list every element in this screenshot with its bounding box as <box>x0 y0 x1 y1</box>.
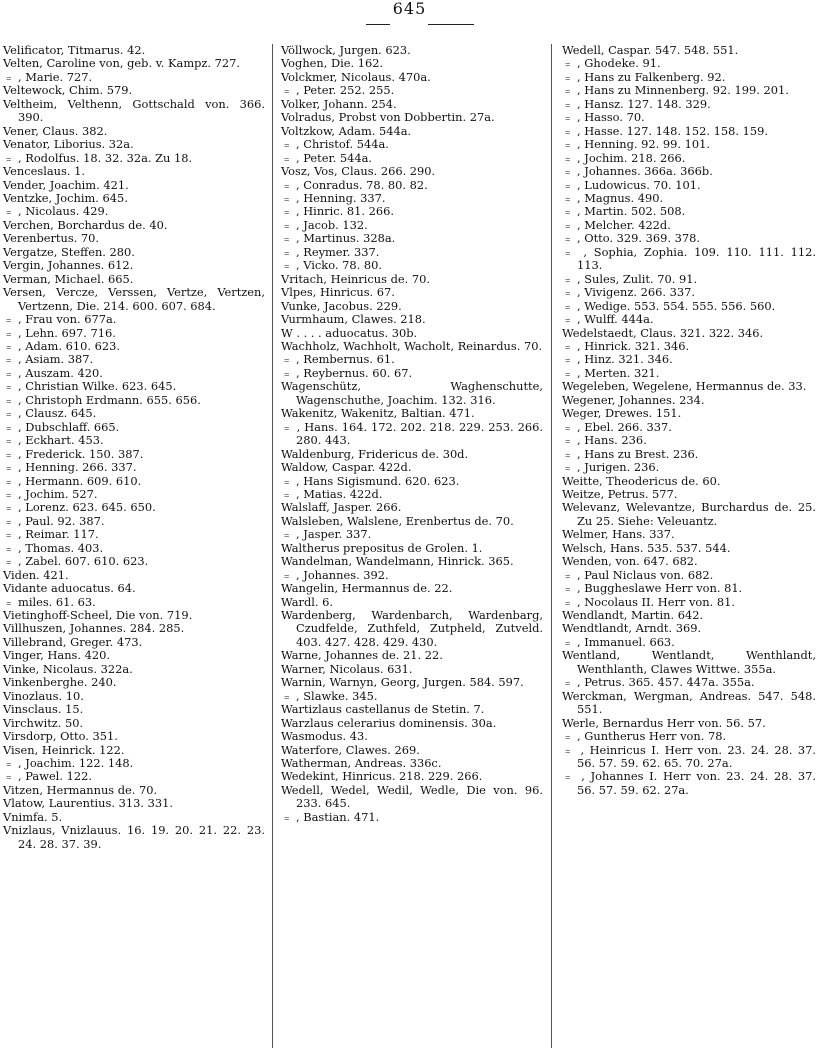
index-entry: Vener, Claus. 382. <box>3 123 108 138</box>
index-entry: ﹦ , Nocolaus II. Herr von. 81. <box>562 594 735 609</box>
index-entry: ﹦ , Johannes I. Herr von. 23. 24. 28. 37. 56. 57. 59. 62. 27a. <box>562 769 816 797</box>
index-entry: Vergatze, Steffen. 280. <box>3 244 135 259</box>
index-entry: Vnizlaus, Vnizlauus. 16. 19. 20. 21. 22. 23. 24. 28. 37. 39. <box>3 823 265 851</box>
index-entry: Vidante aduocatus. 64. <box>3 581 136 596</box>
index-entry: Wagenschütz, Waghenschutte, Wagenschuthe, Joachim. 132. 316. <box>281 379 543 407</box>
index-entry: ﹦ , Peter. 252. 255. <box>281 83 395 98</box>
index-entry: ﹦ , Frau von. 677a. <box>3 312 117 327</box>
index-entry: ﹦ , Ghodeke. 91. <box>562 56 661 71</box>
index-entry: Velten, Caroline von, geb. v. Kampz. 727. <box>3 56 241 71</box>
index-entry: ﹦ , Jasper. 337. <box>281 527 372 542</box>
index-entry: ﹦ , Wedige. 553. 554. 555. 556. 560. <box>562 298 776 313</box>
index-column-1 <box>3 44 265 851</box>
index-entry: ﹦ , Pawel. 122. <box>3 769 92 784</box>
index-entry: Vergin, Johannes. 612. <box>3 258 134 273</box>
index-entry: ﹦ , Hans Sigismund. 620. 623. <box>281 473 460 488</box>
index-entry: Weitte, Theodericus de. 60. <box>562 473 721 488</box>
index-entry: ﹦ , Dubschlaff. 665. <box>3 419 120 434</box>
index-entry: Vinger, Hans. 420. <box>3 648 110 663</box>
index-entry: Verman, Michael. 665. <box>3 271 134 286</box>
index-entry: ﹦ , Otto. 329. 369. 378. <box>562 231 700 246</box>
index-entry: ﹦ , Reymer. 337. <box>281 244 380 259</box>
index-entry: Wardenberg, Wardenbarch, Wardenbarg, Czudfelde, Zuthfeld, Zutpheld, Zutveld. 403. 427. 428. 429. 430. <box>281 608 543 649</box>
index-entry: Voghen, Die. 162. <box>281 56 384 71</box>
index-entry: Vitzen, Hermannus de. 70. <box>3 782 158 797</box>
index-column-2 <box>281 44 543 824</box>
index-entry: ﹦ , Hansz. 127. 148. 329. <box>562 96 711 111</box>
index-entry: Vunke, Jacobus. 229. <box>281 298 402 313</box>
index-entry: Wachholz, Wachholt, Wacholt, Reinardus. 70. <box>281 338 543 353</box>
index-entry: Waldow, Caspar. 422d. <box>281 460 412 475</box>
index-entry: Volckmer, Nicolaus. 470a. <box>281 69 431 84</box>
index-entry: ﹦ , Heinricus I. Herr von. 23. 24. 28. 37. 56. 57. 59. 62. 65. 70. 27a. <box>562 742 816 771</box>
index-entry: Völlwock, Jurgen. 623. <box>281 43 411 57</box>
index-entry: ﹦ , Auszam. 420. <box>3 365 103 380</box>
index-entry: ﹦ , Martinus. 328a. <box>281 231 396 246</box>
index-entry: ﹦ , Henning. 92. 99. 101. <box>562 137 710 152</box>
index-entry: W . . . . aduocatus. 30b. <box>281 325 418 340</box>
index-entry: Wartizlaus castellanus de Stetin. 7. <box>281 702 485 717</box>
index-entry: Wangelin, Hermannus de. 22. <box>281 581 453 596</box>
index-entry: ﹦ , Hans. 236. <box>562 433 647 448</box>
index-entry: Veltewock, Chim. 579. <box>3 83 133 98</box>
index-entry: ﹦ , Johannes. 392. <box>281 567 389 582</box>
index-entry: ﹦ , Petrus. 365. 457. 447a. 355a. <box>562 675 755 690</box>
index-entry: Vurmhaum, Clawes. 218. <box>281 312 426 327</box>
page-number: 645 <box>392 0 427 18</box>
index-entry: ﹦ , Asiam. 387. <box>3 352 94 367</box>
index-entry: ﹦ , Paul. 92. 387. <box>3 513 105 528</box>
index-entry: ﹦ , Adam. 610. 623. <box>3 338 120 353</box>
index-entry: ﹦ , Slawke. 345. <box>281 688 378 703</box>
index-entry: ﹦ , Peter. 544a. <box>281 150 373 165</box>
index-entry: Wendtlandt, Arndt. 369. <box>562 621 702 636</box>
index-entry: Virsdorp, Otto. 351. <box>3 729 118 744</box>
index-entry: Viden. 421. <box>3 567 69 582</box>
index-entry: Vender, Joachim. 421. <box>3 177 129 192</box>
index-entry: Wegeleben, Wegelene, Hermannus de. 33. <box>562 379 807 394</box>
index-column-3 <box>562 44 816 797</box>
index-entry: Villebrand, Greger. 473. <box>3 634 143 649</box>
index-entry: Wedell, Caspar. 547. 548. 551. <box>562 43 739 57</box>
index-entry: Verchen, Borchardus de. 40. <box>3 217 168 232</box>
index-entry: ﹦ , Zabel. 607. 610. 623. <box>3 554 149 569</box>
index-entry: ﹦ , Christof. 544a. <box>281 137 389 152</box>
index-entry: Werle, Bernardus Herr von. 56. 57. <box>562 715 766 730</box>
index-entry: ﹦ , Hinrick. 321. 346. <box>562 338 690 353</box>
index-entry: Wakenitz, Wakenitz, Baltian. 471. <box>281 406 475 421</box>
index-entry: Versen, Vercze, Verssen, Vertze, Vertzen, Vertzenn, Die. 214. 600. 607. 684. <box>3 285 265 313</box>
index-entry: ﹦ , Matias. 422d. <box>281 486 383 501</box>
index-entry: Welmer, Hans. 337. <box>562 527 675 542</box>
index-entry: ﹦ , Henning. 266. 337. <box>3 460 137 475</box>
index-entry: Vlatow, Laurentius. 313. 331. <box>3 796 173 811</box>
index-entry: Weitze, Petrus. 577. <box>562 486 678 501</box>
header-rule-left <box>366 24 390 25</box>
index-entry: Waltherus prepositus de Grolen. 1. <box>281 540 483 555</box>
index-entry: ﹦ , Conradus. 78. 80. 82. <box>281 177 428 192</box>
index-entry: Wentland, Wentlandt, Wenthlandt, Wenthlanth, Clawes Wittwe. 355a. <box>562 648 816 676</box>
index-entry: Verenbertus. 70. <box>3 231 100 246</box>
index-entry: ﹦ , Ludowicus. 70. 101. <box>562 177 701 192</box>
index-entry: Voltzkow, Adam. 544a. <box>281 123 412 138</box>
index-entry: Vnimfa. 5. <box>3 809 63 824</box>
index-entry: ﹦ , Jurigen. 236. <box>562 460 660 475</box>
index-entry: ﹦ , Jacob. 132. <box>281 217 368 232</box>
index-entry: Volradus, Probst von Dobbertin. 27a. <box>281 110 495 125</box>
index-entry: ﹦ , Sophia, Zophia. 109. 110. 111. 112. 113. <box>562 244 816 273</box>
index-entry: ﹦ , Henning. 337. <box>281 190 386 205</box>
index-entry: ﹦ , Bastian. 471. <box>281 809 380 824</box>
index-entry: ﹦ , Hans zu Minnenberg. 92. 199. 201. <box>562 83 789 98</box>
index-entry: Vinsclaus. 15. <box>3 702 84 717</box>
index-entry: ﹦ , Lehn. 697. 716. <box>3 325 116 340</box>
index-entry: ﹦ , Hans zu Falkenberg. 92. <box>562 69 726 84</box>
index-entry: Welsch, Hans. 535. 537. 544. <box>562 540 731 555</box>
index-entry: ﹦ , Lorenz. 623. 645. 650. <box>3 500 156 515</box>
index-entry: ﹦ , Rodolfus. 18. 32. 32a. Zu 18. <box>3 150 193 165</box>
index-entry: ﹦ , Eckhart. 453. <box>3 433 104 448</box>
index-entry: Watherman, Andreas. 336c. <box>281 756 442 771</box>
index-entry: ﹦ , Sules, Zulit. 70. 91. <box>562 271 698 286</box>
index-entry: Wandelman, Wandelmann, Hinrick. 365. <box>281 554 514 569</box>
index-entry: ﹦ , Joachim. 122. 148. <box>3 756 134 771</box>
index-entry: Villhuszen, Johannes. 284. 285. <box>3 621 185 636</box>
index-entry: Wasmodus. 43. <box>281 729 368 744</box>
index-entry: ﹦ , Wulff. 444a. <box>562 312 654 327</box>
index-entry: Warne, Johannes de. 21. 22. <box>281 648 443 663</box>
index-entry: ﹦ , Ebel. 266. 337. <box>562 419 672 434</box>
index-entry: Warnin, Warnyn, Georg, Jurgen. 584. 597. <box>281 675 524 690</box>
index-entry: Wegener, Johannes. 234. <box>562 392 705 407</box>
index-entry: Vlpes, Hinricus. 67. <box>281 285 395 300</box>
index-entry: Wendlandt, Martin. 642. <box>562 608 704 623</box>
index-entry: ﹦ , Nicolaus. 429. <box>3 204 109 219</box>
index-entry: ﹦ , Johannes. 366a. 366b. <box>562 164 713 179</box>
index-entry: Waterfore, Clawes. 269. <box>281 742 420 757</box>
index-entry: ﹦ , Magnus. 490. <box>562 190 664 205</box>
index-entry: Walsleben, Walslene, Erenbertus de. 70. <box>281 513 514 528</box>
index-entry: ﹦ , Hermann. 609. 610. <box>3 473 142 488</box>
index-entry: ﹦ , Hasse. 127. 148. 152. 158. 159. <box>562 123 768 138</box>
index-entry: Weger, Drewes. 151. <box>562 406 682 421</box>
column-divider <box>272 44 273 1048</box>
index-entry: ﹦ , Christoph Erdmann. 655. 656. <box>3 392 201 407</box>
index-entry: Warner, Nicolaus. 631. <box>281 661 413 676</box>
index-entry: Volker, Johann. 254. <box>281 96 397 111</box>
index-entry: ﹦ , Hans zu Brest. 236. <box>562 446 699 461</box>
index-entry: ﹦ , Clausz. 645. <box>3 406 97 421</box>
index-entry: Velificator, Titmarus. 42. <box>3 43 146 57</box>
index-entry: ﹦ , Jochim. 218. 266. <box>562 150 686 165</box>
index-entry: Venceslaus. 1. <box>3 164 85 179</box>
index-entry: Wedekint, Hinricus. 218. 229. 266. <box>281 769 483 784</box>
index-entry: ﹦ , Hasso. 70. <box>562 110 645 125</box>
index-entry: Wenden, von. 647. 682. <box>562 554 698 569</box>
index-entry: Virchwitz. 50. <box>3 715 84 730</box>
index-entry: ﹦ , Marie. 727. <box>3 69 93 84</box>
index-entry: Vritach, Heinricus de. 70. <box>281 271 430 286</box>
index-entry: Wedelstaedt, Claus. 321. 322. 346. <box>562 325 764 340</box>
index-entry: ﹦ , Christian Wilke. 623. 645. <box>3 379 177 394</box>
index-entry: Warzlaus celerarius dominensis. 30a. <box>281 715 497 730</box>
index-entry: ﹦ , Rembernus. 61. <box>281 352 395 367</box>
index-entry: ﹦ , Buggheslawe Herr von. 81. <box>562 581 743 596</box>
index-entry: Waldenburg, Fridericus de. 30d. <box>281 446 469 461</box>
index-entry: Visen, Heinrick. 122. <box>3 742 125 757</box>
index-entry: ﹦ miles. 61. 63. <box>3 594 96 609</box>
index-entry: Vinke, Nicolaus. 322a. <box>3 661 133 676</box>
index-entry: ﹦ , Reimar. 117. <box>3 527 99 542</box>
index-entry: ﹦ , Jochim. 527. <box>3 486 98 501</box>
index-entry: Vinozlaus. 10. <box>3 688 84 703</box>
index-entry: ﹦ , Immanuel. 663. <box>562 634 675 649</box>
index-entry: ﹦ , Thomas. 403. <box>3 540 104 555</box>
column-divider <box>551 44 552 1048</box>
index-entry: Walslaff, Jasper. 266. <box>281 500 402 515</box>
index-entry: ﹦ , Martin. 502. 508. <box>562 204 686 219</box>
index-entry: ﹦ , Vivigenz. 266. 337. <box>562 285 695 300</box>
index-entry: Welevanz, Welevantze, Burchardus de. 25. Zu 25. Siehe: Veleuantz. <box>562 500 816 528</box>
index-entry: Vosz, Vos, Claus. 266. 290. <box>281 164 436 179</box>
index-entry: ﹦ , Hinric. 81. 266. <box>281 204 394 219</box>
index-entry: ﹦ , Vicko. 78. 80. <box>281 258 382 273</box>
index-entry: Veltheim, Velthenn, Gottschald von. 366. 390. <box>3 96 265 125</box>
index-entry: Wedell, Wedel, Wedil, Wedle, Die von. 96. 233. 645. <box>281 782 543 811</box>
index-entry: ﹦ , Paul Niclaus von. 682. <box>562 567 714 582</box>
index-entry: ﹦ , Hinz. 321. 346. <box>562 352 673 367</box>
index-entry: Vinkenberghe. 240. <box>3 675 117 690</box>
index-entry: ﹦ , Frederick. 150. 387. <box>3 446 144 461</box>
index-entry: Ventzke, Jochim. 645. <box>3 190 128 205</box>
index-entry: Vietinghoff-Scheel, Die von. 719. <box>3 608 193 623</box>
index-entry: Werckman, Wergman, Andreas. 547. 548. 551. <box>562 688 816 717</box>
index-entry: ﹦ , Reybernus. 60. 67. <box>281 365 413 380</box>
index-entry: Wardl. 6. <box>281 594 333 609</box>
header-rule-right <box>428 24 474 25</box>
index-entry: ﹦ , Merten. 321. <box>562 365 660 380</box>
index-entry: ﹦ , Melcher. 422d. <box>562 217 671 232</box>
index-entry: Venator, Liborius. 32a. <box>3 137 134 152</box>
index-entry: ﹦ , Guntherus Herr von. 78. <box>562 729 727 744</box>
index-entry: ﹦ , Hans. 164. 172. 202. 218. 229. 253. 266. 280. 443. <box>281 419 543 448</box>
